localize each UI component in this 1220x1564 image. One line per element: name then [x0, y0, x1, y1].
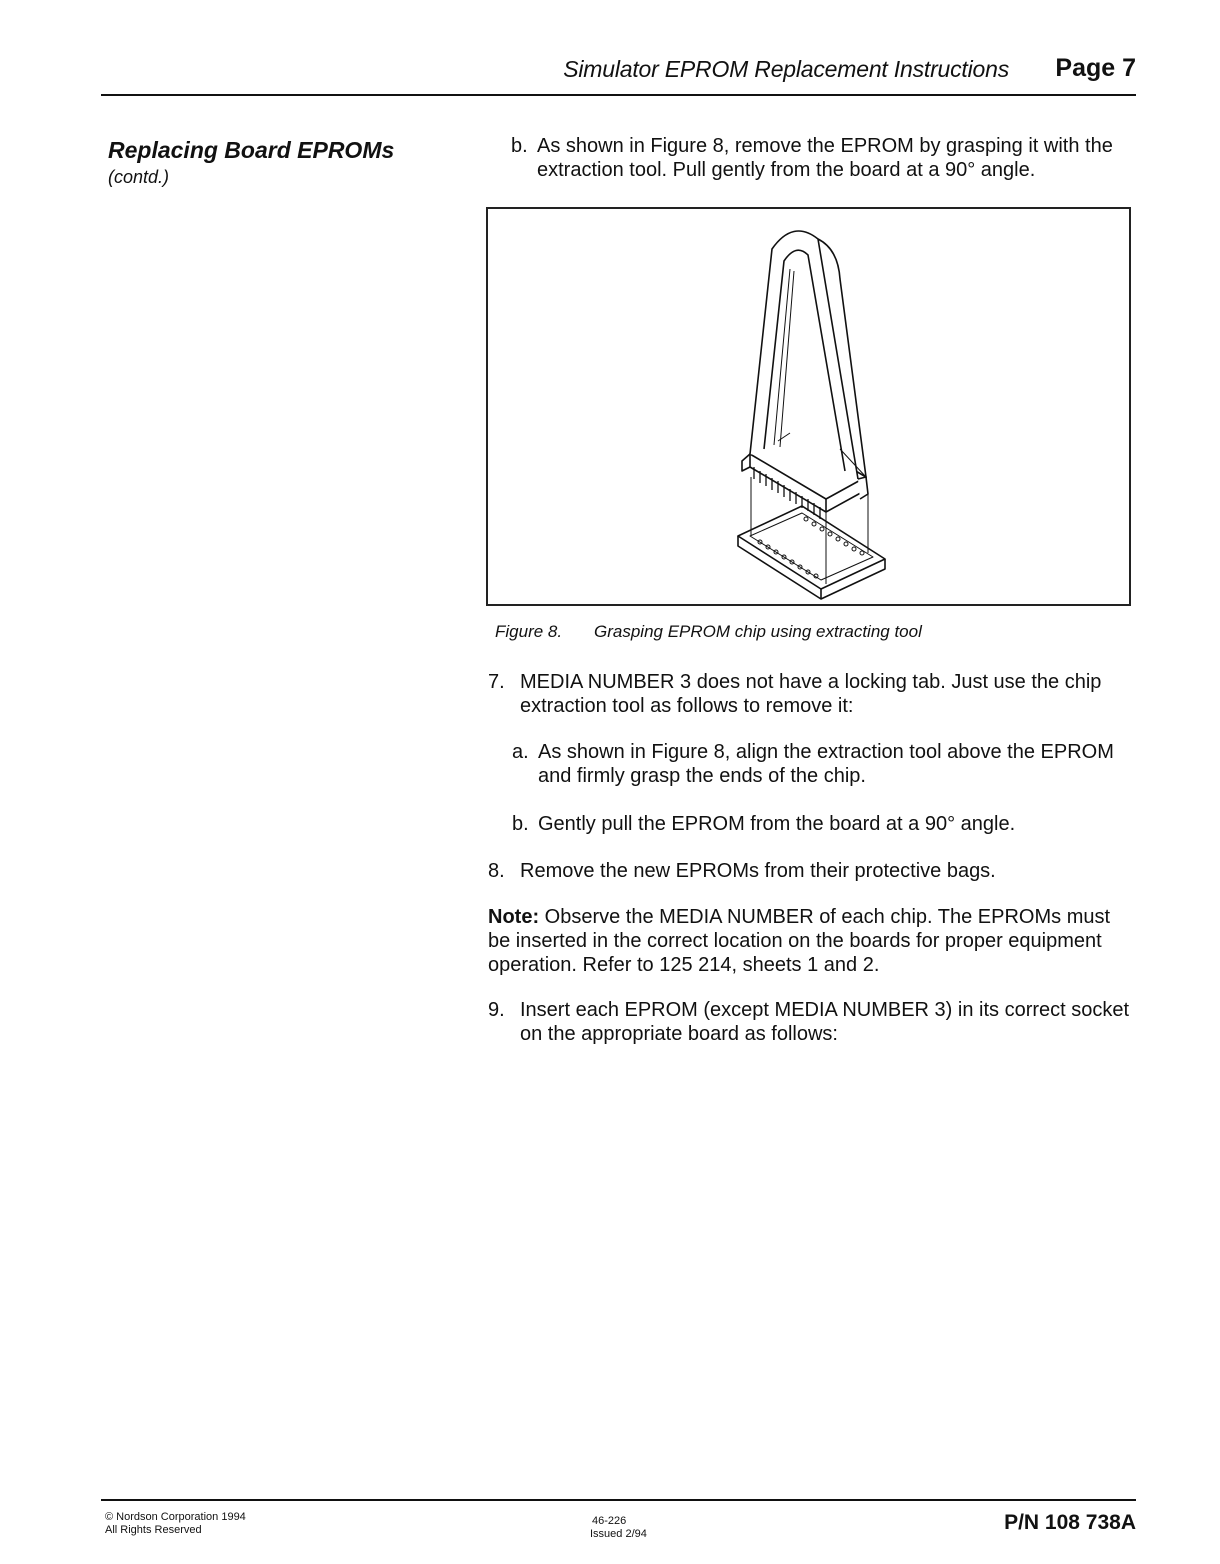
step-8	[488, 859, 1128, 883]
step-label: 8.	[488, 860, 505, 882]
footer-copyright: © Nordson Corporation 1994	[105, 1511, 246, 1523]
figure-caption-text: Grasping EPROM chip using extracting tool	[594, 622, 922, 641]
note-text: Observe the MEDIA NUMBER of each chip. The EPROMs must be inserted in the correct location on the boards for proper equipment operation. Refer to 125 214, sheets 1 and 2.	[488, 906, 1111, 976]
step-text: Gently pull the EPROM from the board at a 90° angle.	[538, 813, 1016, 835]
figure-caption-number: Figure 8.	[495, 622, 563, 641]
step-7a	[512, 740, 1132, 788]
header-rule	[101, 94, 1136, 96]
step-label: b.	[511, 135, 528, 157]
step-text: MEDIA NUMBER 3 does not have a locking tab. Just use the chip extraction tool as follows to remove it:	[520, 671, 1102, 717]
header-title: Simulator EPROM Replacement Instructions	[563, 56, 1009, 82]
step-label: a.	[512, 741, 529, 763]
footer-rights: All Rights Reserved	[105, 1524, 202, 1536]
page-number: Page 7	[1055, 54, 1136, 82]
step-label: b.	[512, 813, 529, 835]
footer-issued: Issued 2/94	[590, 1528, 647, 1540]
step-7b	[512, 812, 1132, 836]
note-paragraph	[488, 905, 1128, 977]
step-label: 9.	[488, 999, 505, 1021]
footer-rule	[101, 1499, 1136, 1501]
step-text: Remove the new EPROMs from their protective bags.	[520, 860, 996, 882]
step-text: As shown in Figure 8, align the extraction tool above the EPROM and firmly grasp the ends of the chip.	[538, 741, 1114, 787]
step-9	[488, 998, 1134, 1046]
section-subheading: (contd.)	[108, 167, 170, 187]
footer-part-number: P/N 108 738A	[1004, 1511, 1136, 1534]
step-7	[488, 670, 1128, 718]
note-label: Note:	[488, 906, 540, 928]
figure-8	[486, 207, 1131, 606]
eprom-extraction-tool-illustration	[488, 209, 1133, 608]
step-label: 7.	[488, 671, 505, 693]
step-text: As shown in Figure 8, remove the EPROM by grasping it with the extraction tool. Pull gently from the board at a 90° angle.	[537, 135, 1113, 181]
footer-doc-number: 46-226	[592, 1515, 627, 1527]
section-heading: Replacing Board EPROMs	[108, 137, 395, 163]
step-text: Insert each EPROM (except MEDIA NUMBER 3) in its correct socket on the appropriate board as follows:	[520, 999, 1130, 1045]
step-b-top	[511, 134, 1141, 182]
